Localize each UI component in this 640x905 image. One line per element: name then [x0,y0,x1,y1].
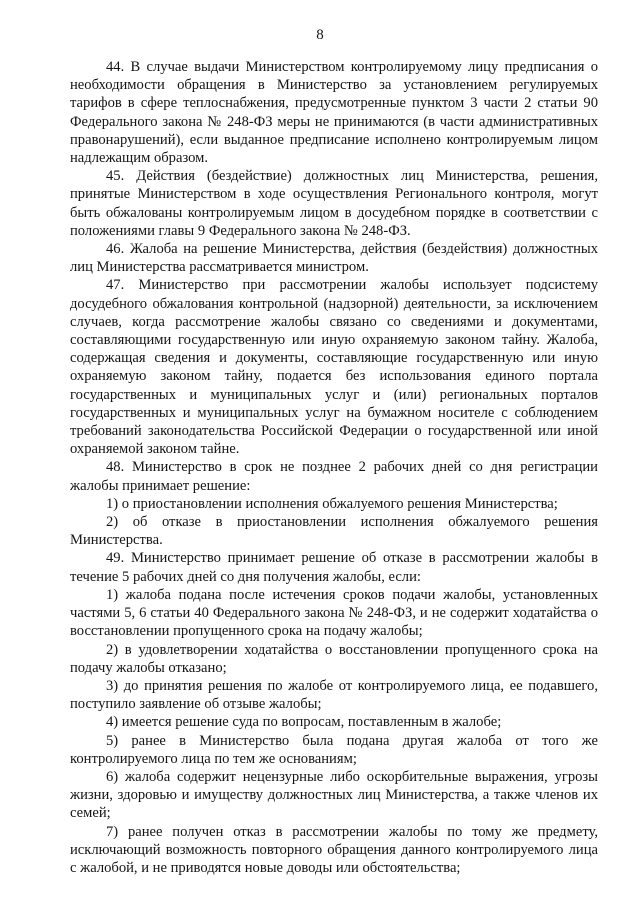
paragraph-48-item-1: 1) о приостановлении исполнения обжалуемого решения Министерства; [106,495,558,512]
document-body [70,58,598,877]
paragraph-48-item-2: 2) об отказе в приостановлении исполнения обжалуемого решения Министерства. [70,514,598,549]
paragraph-49-item-6: 6) жалоба содержит нецензурные либо оскорбительные выражения, угрозы жизни, здоровью и имуществу должностных лиц Министерства, а также членов их семей; [70,768,598,822]
paragraph-49-item-5: 5) ранее в Министерство была подана другая жалоба от того же контролируемого лица по тем же основаниям; [70,732,598,767]
paragraph-48: 48. Министерство в срок не позднее 2 рабочих дней со дня регистрации жалобы принимает решение: [70,459,598,494]
paragraph-49-item-7: 7) ранее получен отказ в рассмотрении жалобы по тому же предмету, исключающий возможность повторного обращения данного контролируемого лица с жалобой, и не приводятся новые доводы или обстоятельства; [70,823,598,876]
paragraph-49-item-3: 3) до принятия решения по жалобе от контролируемого лица, ее подавшего, поступило заявление об отзыве жалобы; [70,677,598,713]
paragraph-49-item-1: 1) жалоба подана после истечения сроков подачи жалобы, установленных частями 5, 6 статьи 40 Федерального закона № 248-ФЗ, и не содержит ходатайства о восстановлении пропущенного срока на подачу жалобы; [70,586,598,640]
paragraph-49-item-2: 2) в удовлетворении ходатайства о восстановлении пропущенного срока на подачу жалобы отказано; [70,641,598,676]
paragraph-46: 46. Жалоба на решение Министерства, действия (бездействия) должностных лиц Министерства рассматривается министром. [70,241,598,276]
paragraph-45: 45. Действия (бездействие) должностных лиц Министерства, решения, принятые Министерством в ходе осуществления Регионального контроля, могут быть обжалованы контролируемым лицом в досудебном порядке в соответствии с положениями главы 9 Федерального закона № 248-ФЗ. [70,168,598,239]
paragraph-49: 49. Министерство принимает решение об отказе в рассмотрении жалобы в течение 5 рабочих дней со дня получения жалобы, если: [70,550,598,585]
paragraph-49-item-4: 4) имеется решение суда по вопросам, поставленным в жалобе; [106,714,502,731]
paragraph-47: 47. Министерство при рассмотрении жалобы использует подсистему досудебного обжалования контрольной (надзорной) деятельности, за исключением случаев, когда рассмотрение жалобы связано со сведениями и документами, составляющими государственную или иную охраняемую законом тайну. Жалоба, содержащая сведения и документы, составляющие государственную или иную охраняемую законом тайну, подается без использования единого портала государственных и муниципальных услуг и (или) региональных порталов государственных и муниципальных услуг на бумажном носителе с соблюдением требований законодательства Российской Федерации о государственной или иной охраняемой законом тайне. [70,277,598,458]
paragraph-44: 44. В случае выдачи Министерством контролируемому лицу предписания о необходимости обращения в Министерство за установлением регулируемых тарифов в сфере теплоснабжения, предусмотренные пунктом 3 части 2 статьи 90 Федерального закона № 248-ФЗ меры не принимаются (в части административных правонарушений), если выданное предписание исполнено контролируемым лицом надлежащим образом. [70,59,598,167]
page-number: 8 [316,27,324,43]
